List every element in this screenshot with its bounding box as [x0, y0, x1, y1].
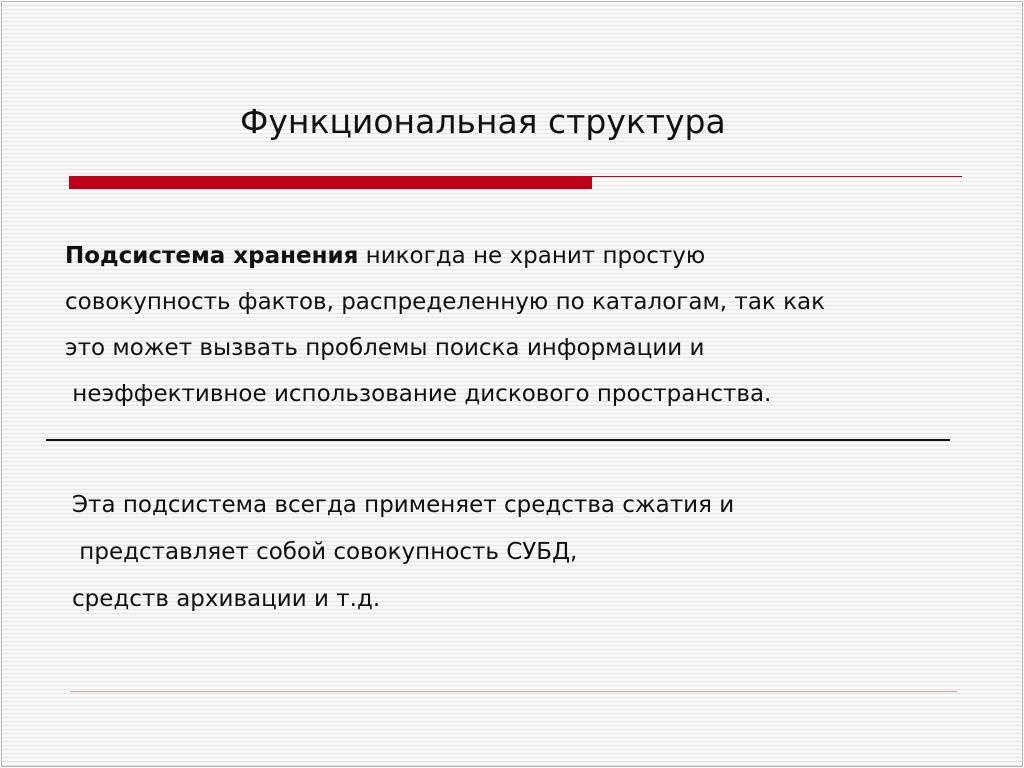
paragraph2-line2: представляет собой совокупность СУБД, — [72, 539, 578, 565]
paragraph1-bold-lead: Подсистема хранения — [65, 243, 359, 269]
paragraph2-line1: Эта подсистема всегда применяет средства сжатия и — [72, 492, 735, 518]
paragraph1-line2: совокупность фактов, распределенную по каталогам, так как — [65, 289, 825, 315]
paragraph1-line4: неэффективное использование дискового пространства. — [65, 381, 772, 407]
paragraph1-line3: это может вызвать проблемы поиска информации и — [65, 335, 705, 361]
slide — [1, 1, 1023, 767]
title-accent-bar — [69, 176, 592, 189]
title-accent-line — [592, 176, 962, 177]
slide-title: Функциональная структура — [240, 102, 726, 141]
paragraph1-line1-rest: никогда не хранит простую — [358, 243, 706, 269]
footer-line — [70, 691, 957, 692]
paragraph1-line1 — [65, 242, 705, 270]
paragraph2-line3: средств архивации и т.д. — [72, 586, 381, 612]
section-divider — [46, 439, 950, 441]
